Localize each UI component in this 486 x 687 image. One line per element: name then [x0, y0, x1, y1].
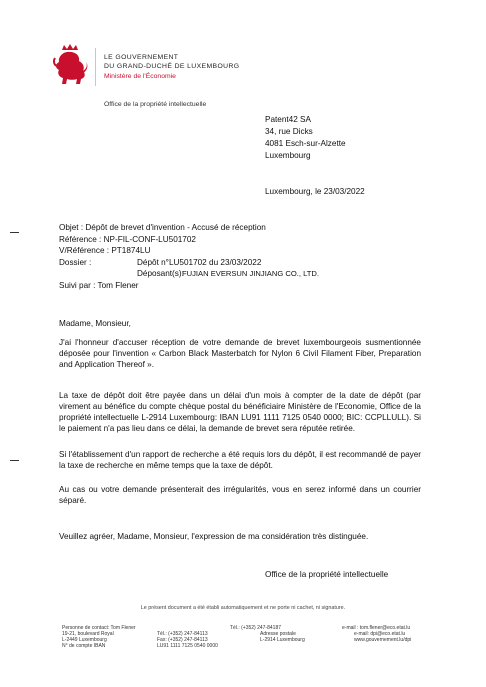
office-name: Office de la propriété intellectuelle: [104, 101, 207, 108]
recipient-city: 4081 Esch-sur-Alzette: [265, 139, 346, 148]
footer-fax: Fax: (+352) 247-84113: [157, 637, 208, 643]
footer-phone: Tél.: (+352) 247-84113: [157, 631, 208, 637]
gov-line2: DU GRAND-DUCHÉ DE LUXEMBOURG: [104, 63, 240, 70]
footer-contact-person: Personne de contact: Tom Flener: [62, 625, 136, 631]
signature-office: Office de la propriété intellectuelle: [265, 570, 389, 579]
your-reference-line: V/Référence : PT1874LU: [59, 246, 151, 255]
subject-line: Objet : Dépôt de brevet d'invention - Accusé de réception: [59, 223, 266, 232]
footer-email-dpi[interactable]: e-mail: dpi@eco.etat.lu: [354, 631, 406, 637]
footer-website[interactable]: www.gouvernement.lu/dpi: [354, 637, 412, 643]
footer-street: 19-21, boulevard Royal: [62, 631, 114, 637]
fold-mark-middle: [10, 460, 19, 461]
applicant-label: Déposant(s):: [137, 269, 184, 278]
paragraph-irregularities: Au cas ou votre demande présenterait des irrégularités, vous en serez informé dans un courrier séparé.: [59, 485, 421, 505]
place-date: Luxembourg, le 23/03/2022: [265, 187, 365, 196]
footer-iban: LU91 1111 7125 0540 0000: [157, 643, 218, 649]
fold-mark-top: [10, 232, 19, 233]
dossier-value: Dépôt n°LU501702 du 23/03/2022: [137, 258, 262, 267]
gov-line1: LE GOUVERNEMENT: [104, 54, 179, 61]
reference-line: Référence : NP-FIL-CONF-LU501702: [59, 235, 196, 244]
dossier-label: Dossier :: [59, 258, 92, 267]
footer-postal-label: Adresse postale: [260, 631, 296, 637]
footer-phone-column: [157, 625, 218, 649]
salutation: Madame, Monsieur,: [59, 319, 131, 328]
applicant-value: FUJIAN EVERSUN JINJIANG CO., LTD.: [182, 269, 319, 278]
footer-postal-city: L-2914 Luxembourg: [260, 637, 305, 643]
lion-logo-icon: [50, 44, 90, 90]
footer-postal-column: [230, 625, 305, 643]
recipient-name: Patent42 SA: [265, 115, 311, 124]
footer-email-column: [342, 625, 411, 643]
closing-formula: Veuillez agréer, Madame, Monsieur, l'expression de ma considération très distinguée.: [59, 532, 369, 541]
paragraph-search-fee: Si l'établissement d'un rapport de recherche a été requis lors du dépôt, il est recommandé de payer la taxe de recherche en même temps que la taxe de dépôt.: [59, 450, 421, 470]
recipient-street: 34, rue Dicks: [265, 127, 313, 136]
paragraph-receipt: J'ai l'honneur d'accuser réception de votre demande de brevet luxembourgeois susmentionnée déposée pour l'invention « Carbon Black Masterbatch for Nylon 6 Civil Filament Fiber, Preparation and Application Thereof ».: [59, 338, 421, 369]
logo-divider: [95, 48, 96, 86]
paragraph-filing-fee: La taxe de dépôt doit être payée dans un délai d'un mois à compter de la date de dépôt (par virement au bénéfice du compte chèque postal du bénéficiaire Ministère de l'Economie, Office de la propriété intellectuelle L-2914 Luxembourg: IBAN LU91 1111 7125 0540 0000; BIC: CCPLLULL). Si le paiement n'a pas lieu dans ce délai, la demande de brevet sera réputée retirée.: [59, 391, 421, 433]
footer-iban-label: N° de compte IBAN: [62, 643, 106, 649]
ministry-name: Ministère de l'Économie: [104, 73, 176, 80]
footer-email-contact[interactable]: e-mail : tom.flener@eco.etat.lu: [342, 625, 411, 631]
automatic-document-note: Le présent document a été établi automatiquement et ne porte ni cachet, ni signature.: [140, 605, 346, 611]
recipient-country: Luxembourg: [265, 151, 311, 160]
footer-contact-column: [62, 625, 136, 649]
footer-city: L-2449 Luxembourg: [62, 637, 107, 643]
handled-by-line: Suivi par : Tom Flener: [59, 281, 139, 290]
footer-phone-2: Tél.: (+352) 247-84187: [230, 625, 282, 631]
